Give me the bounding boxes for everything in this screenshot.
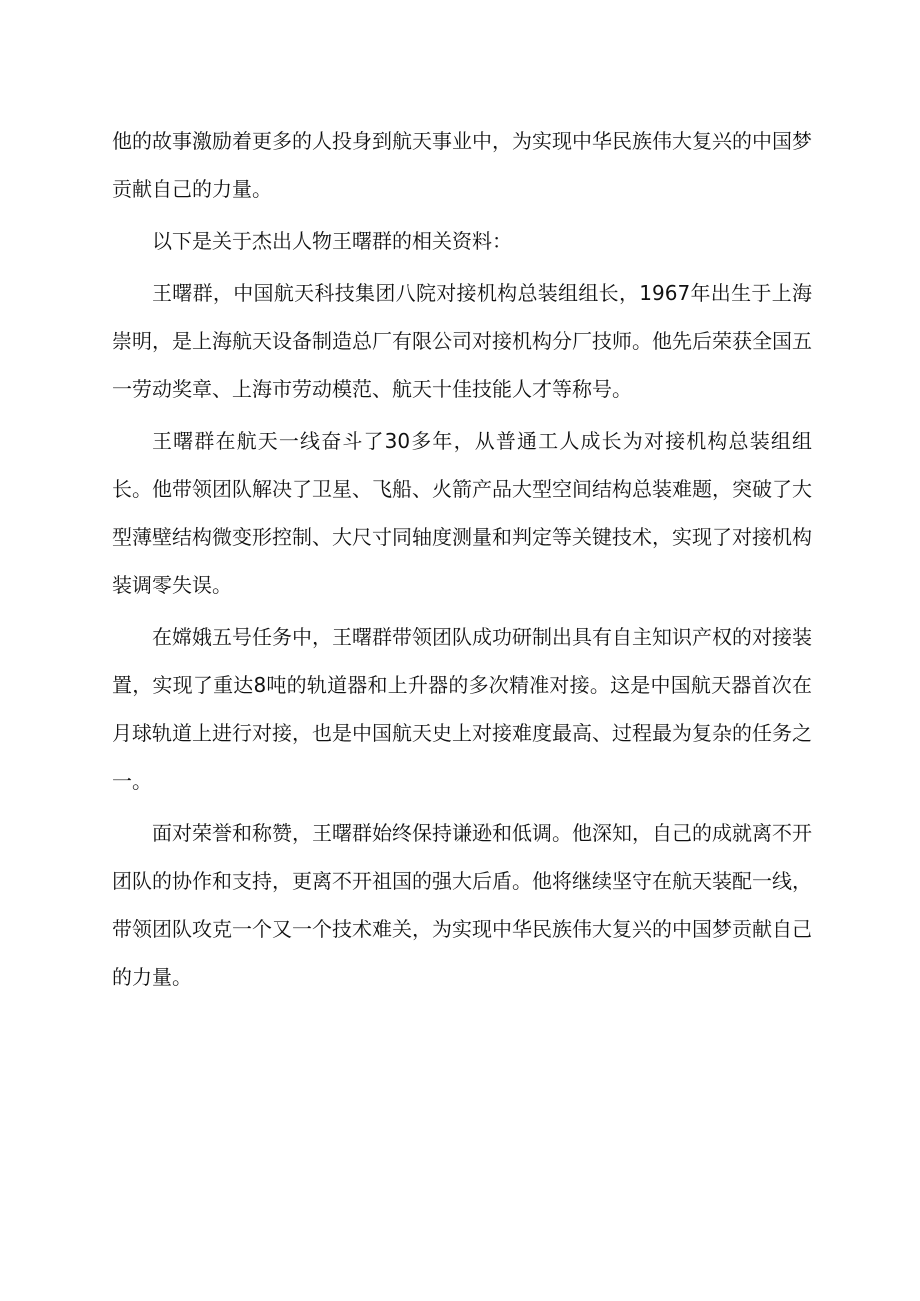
paragraph-career: 王曙群在航天一线奋斗了30多年，从普通工人成长为对接机构总装组组长。他带领团队解决了卫星、飞船、火箭产品大型空间结构总装难题，突破了大型薄壁结构微变形控制、大尺寸同轴度测量和判定等关键技术，实现了对接机构装调零失误。 [112, 429, 812, 597]
paragraph-change5-mission: 在嫦娥五号任务中，王曙群带领团队成功研制出具有自主知识产权的对接装置，实现了重达8吨的轨道器和上升器的多次精准对接。这是中国航天器首次在月球轨道上进行对接，也是中国航天史上对接难度最高、过程最为复杂的任务之一。 [112, 625, 812, 793]
paragraph-continuation: 他的故事激励着更多的人投身到航天事业中，为实现中华民族伟大复兴的中国梦贡献自己的力量。 [112, 129, 812, 201]
paragraph-intro: 以下是关于杰出人物王曙群的相关资料： [152, 229, 512, 253]
paragraph-humility: 面对荣誉和称赞，王曙群始终保持谦逊和低调。他深知，自己的成就离不开团队的协作和支持，更离不开祖国的强大后盾。他将继续坚守在航天装配一线，带领团队攻克一个又一个技术难关，为实现中华民族伟大复兴的中国梦贡献自己的力量。 [112, 821, 812, 989]
paragraph-biography: 王曙群，中国航天科技集团八院对接机构总装组组长，1967年出生于上海崇明，是上海航天设备制造总厂有限公司对接机构分厂技师。他先后荣获全国五一劳动奖章、上海市劳动模范、航天十佳技能人才等称号。 [112, 281, 812, 401]
document-body [112, 117, 812, 1005]
